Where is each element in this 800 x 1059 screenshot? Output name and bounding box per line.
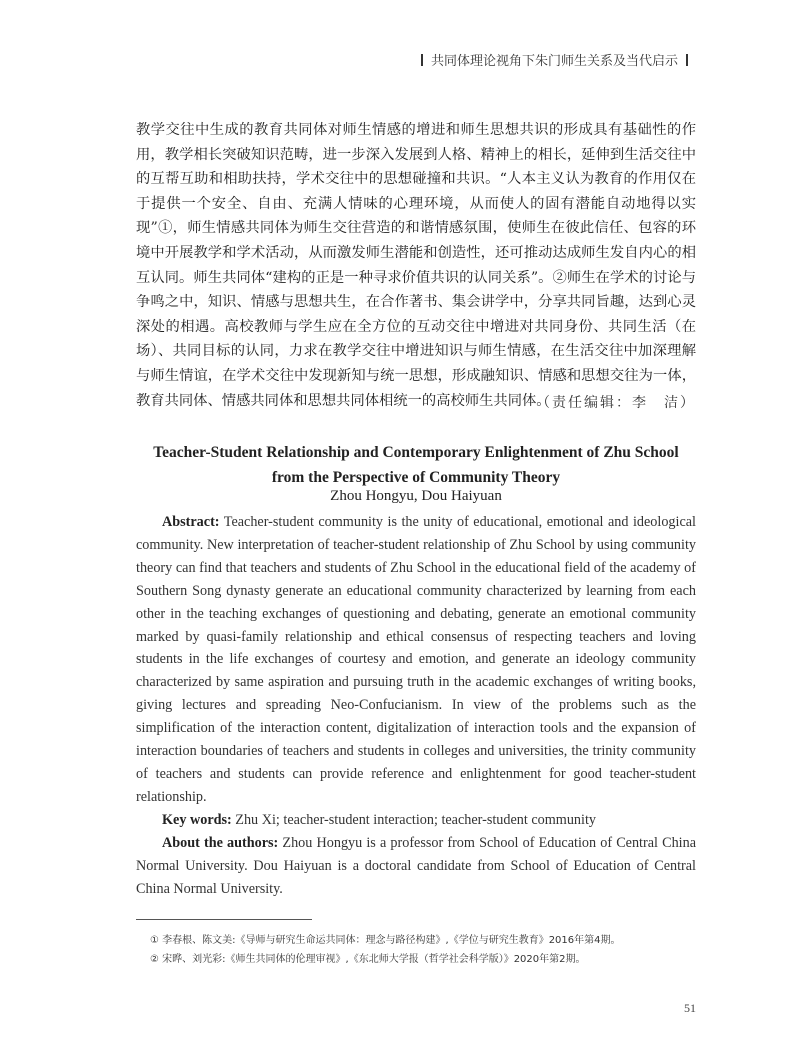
english-title <box>100 440 732 490</box>
english-title-line-1: Teacher-Student Relationship and Contemporary Enlightenment of Zhu School <box>153 444 679 461</box>
about-authors-text: Zhou Hongyu is a professor from School of Education of Central China Normal University. Dou Haiyuan is a doctoral candidate from School of Education of Central China Normal University. <box>136 834 696 897</box>
english-authors: Zhou Hongyu, Dou Haiyuan <box>330 488 502 504</box>
english-title-line-2: from the Perspective of Community Theory <box>271 469 561 486</box>
editor-note: （责任编辑：李 洁） <box>536 395 696 411</box>
page-number: 51 <box>684 1001 696 1015</box>
abstract-paragraph <box>136 511 696 809</box>
running-header <box>413 50 696 69</box>
abstract-text: Teacher-student community is the unity of educational, emotional and ideological community. New interpretation of teacher-student relationship of Zhu School by using community theory can find that teachers and students of Zhu School in the educational field of the academy of Southern Song dynasty generate an educational community characterized by learning from each other in the teaching exchanges of questioning and debating, generate an emotional community marked by quasi-family relationship and ethical consensus of respecting teachers and loving students in the life exchanges of courtesy and emotion, and generate an ideology community characterized by same aspiration and pursuing truth in the academic exchanges of writing books, giving lectures and spreading Neo-Confucianism. In view of the problems such as the simplification of the interaction content, digitalization of interaction tools and the expansion of interaction boundaries of teachers and students in colleges and universities, the trinity community of teachers and students can provide reference and enlightenment for good teacher-student relationship. <box>136 514 696 805</box>
english-abstract-block <box>136 511 696 900</box>
header-right-bar <box>686 54 688 66</box>
footnote-1: ① 李春根、陈文美:《导师与研究生命运共同体：理念与路径构建》,《学位与研究生教育》2016年第4期。 <box>150 935 621 946</box>
keywords-paragraph <box>136 809 696 832</box>
keywords-label: Key words: <box>162 811 232 828</box>
running-title: 共同体理论视角下朱门师生关系及当代启示 <box>430 54 678 69</box>
about-authors-label: About the authors: <box>162 834 279 851</box>
keywords-text: Zhu Xi; teacher-student interaction; teacher-student community <box>231 811 596 828</box>
about-authors-paragraph <box>136 832 696 901</box>
footnote-2: ② 宋晔、刘光彩:《师生共同体的伦理审视》,《东北师大学报（哲学社会科学版）》2020年第2期。 <box>150 954 586 965</box>
chinese-paragraph: 教学交往中生成的教育共同体对师生情感的增进和师生思想共识的形成具有基础性的作用，教学相长突破知识范畴，进一步深入发展到人格、精神上的相长，延伸到生活交往中的互帮互助和相助扶持，学术交往中的思想碰撞和共识。“人本主义认为教育的作用仅在于提供一个安全、自由、充满人情味的心理环境，从而使人的固有潜能自动地得以实现”①，师生情感共同体为师生交往营造的和谐情感氛围，使师生在彼此信任、包容的环境中开展教学和学术活动，从而激发师生潜能和创造性，还可推动达成师生发自内心的相互认同。师生共同体“建构的正是一种寻求价值共识的认同关系”。②师生在学术的讨论与争鸣之中，知识、情感与思想共生，在合作著书、集会讲学中，分享共同旨趣，达到心灵深处的相遇。高校教师与学生应在全方位的互动交往中增进对共同身份、共同生活（在场）、共同目标的认同，力求在教学交往中增进知识与师生情感，在生活交往中加深理解与师生情谊，在学术交往中发现新知与统一思想，形成融知识、情感和思想交往为一体，教育共同体、情感共同体和思想共同体相统一的高校师生共同体。 <box>136 122 696 409</box>
footnote-divider <box>136 919 312 920</box>
abstract-label: Abstract: <box>162 514 220 530</box>
footnotes <box>150 931 710 969</box>
header-left-bar <box>421 54 423 66</box>
chinese-body-text <box>136 118 696 413</box>
